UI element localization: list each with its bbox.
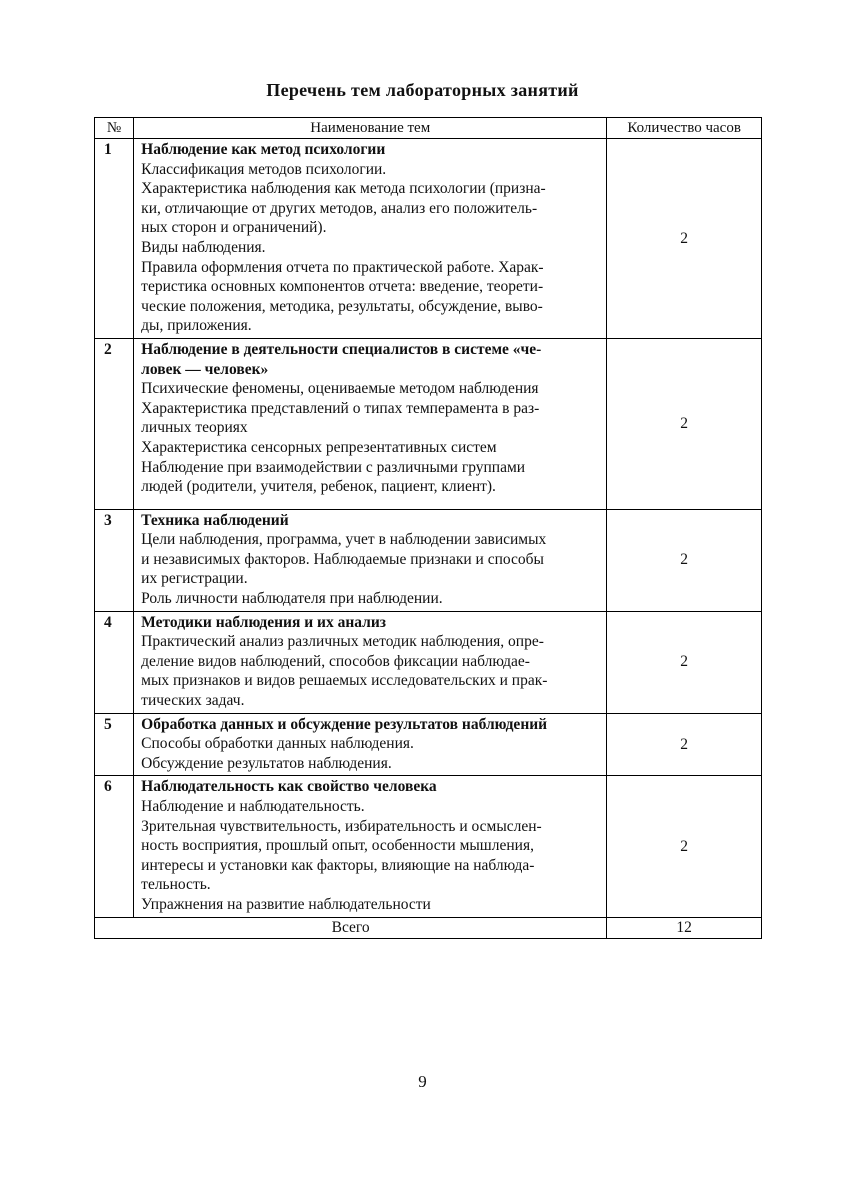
topic-line: тических задач.	[141, 692, 245, 710]
topic-title: Обработка данных и обсуждение результатов наблюдений	[141, 715, 548, 733]
topic-line: Виды наблюдения.	[141, 238, 266, 256]
topic-line: ных сторон и ограничений).	[141, 219, 327, 237]
table-row	[95, 509, 762, 611]
topic-line: Характеристика наблюдения как метода психологии (призна-	[141, 180, 546, 198]
topic-line: людей (родители, учителя, ребенок, пациент, клиент).	[141, 478, 496, 496]
topic-line: ческие положения, методика, результаты, обсуждение, выво-	[141, 297, 543, 315]
topic-line: Обсуждение результатов наблюдения.	[141, 754, 392, 772]
table-row	[95, 611, 762, 713]
topic-title: Наблюдение как метод психологии	[141, 141, 386, 158]
topics-table	[94, 117, 762, 939]
topic-line: Классификация методов психологии.	[141, 160, 387, 178]
topic-line: Психические феномены, оцениваемые методом наблюдения	[141, 380, 539, 398]
topic-line: тельность.	[141, 876, 211, 894]
table-row	[95, 776, 762, 917]
row-number: 4	[95, 611, 134, 713]
topic-line: ки, отличающие от других методов, анализ его положитель-	[141, 199, 538, 217]
topic-line: Наблюдение при взаимодействии с различными группами	[141, 458, 526, 476]
topic-title: ловек — человек»	[141, 360, 269, 378]
hours-cell: 2	[607, 713, 762, 776]
row-number: 6	[95, 776, 134, 917]
topic-line: Наблюдение и наблюдательность.	[141, 798, 365, 815]
topic-line: теристика основных компонентов отчета: введение, теорети-	[141, 278, 544, 296]
table-row	[95, 713, 762, 776]
topic-title: Техника наблюдений	[141, 511, 289, 529]
hours-cell: 2	[607, 338, 762, 509]
header-num: №	[95, 118, 134, 139]
topic-line: их регистрации.	[141, 570, 248, 588]
topic-title: Наблюдение в деятельности специалистов в системе «че-	[141, 340, 542, 358]
hours-cell: 2	[607, 509, 762, 611]
page-number: 9	[418, 1072, 427, 1091]
topic-cell	[134, 611, 607, 713]
row-number: 1	[95, 139, 134, 339]
topic-line: Способы обработки данных наблюдения.	[141, 735, 414, 753]
table-row	[95, 139, 762, 339]
row-number: 2	[95, 338, 134, 509]
table-total-row	[95, 917, 762, 938]
header-name: Наименование тем	[134, 118, 607, 139]
hours-cell: 2	[607, 611, 762, 713]
topic-line: Упражнения на развитие наблюдательности	[141, 895, 431, 913]
topic-title: Методики наблюдения и их анализ	[141, 613, 387, 631]
total-hours: 12	[607, 917, 762, 938]
topic-line: и независимых факторов. Наблюдаемые признаки и способы	[141, 550, 544, 568]
hours-cell: 2	[607, 139, 762, 339]
row-number: 5	[95, 713, 134, 776]
topic-cell	[134, 509, 607, 611]
topic-line: Характеристика сенсорных репрезентативных систем	[141, 438, 497, 456]
topic-line: ды, приложения.	[141, 317, 252, 335]
table-header-row	[95, 118, 762, 139]
topic-line: Цели наблюдения, программа, учет в наблюдении зависимых	[141, 531, 547, 549]
topic-cell	[134, 713, 607, 776]
topic-line: мых признаков и видов решаемых исследовательских и прак-	[141, 672, 548, 690]
topic-cell	[134, 139, 607, 339]
header-hours: Количество часов	[607, 118, 762, 139]
row-number: 3	[95, 509, 134, 611]
topic-line: деление видов наблюдений, способов фиксации наблюдае-	[141, 652, 530, 670]
topic-line: интересы и установки как факторы, влияющие на наблюда-	[141, 856, 535, 874]
topic-line: Зрительная чувствительность, избирательность и осмыслен-	[141, 817, 542, 835]
topic-line: личных теориях	[141, 419, 248, 437]
topic-title: Наблюдательность как свойство человека	[141, 778, 437, 796]
page-title: Перечень тем лабораторных занятий	[266, 80, 579, 100]
topic-cell	[134, 338, 607, 509]
topic-line: Характеристика представлений о типах темперамента в раз-	[141, 399, 540, 417]
topic-line: Роль личности наблюдателя при наблюдении.	[141, 590, 443, 608]
topic-cell	[134, 776, 607, 917]
total-label: Всего	[95, 917, 607, 938]
hours-cell: 2	[607, 776, 762, 917]
table-row	[95, 338, 762, 509]
topic-line: Практический анализ различных методик наблюдения, опре-	[141, 633, 544, 651]
topic-line: ность восприятия, прошлый опыт, особенности мышления,	[141, 837, 534, 855]
topic-line: Правила оформления отчета по практической работе. Харак-	[141, 258, 544, 276]
